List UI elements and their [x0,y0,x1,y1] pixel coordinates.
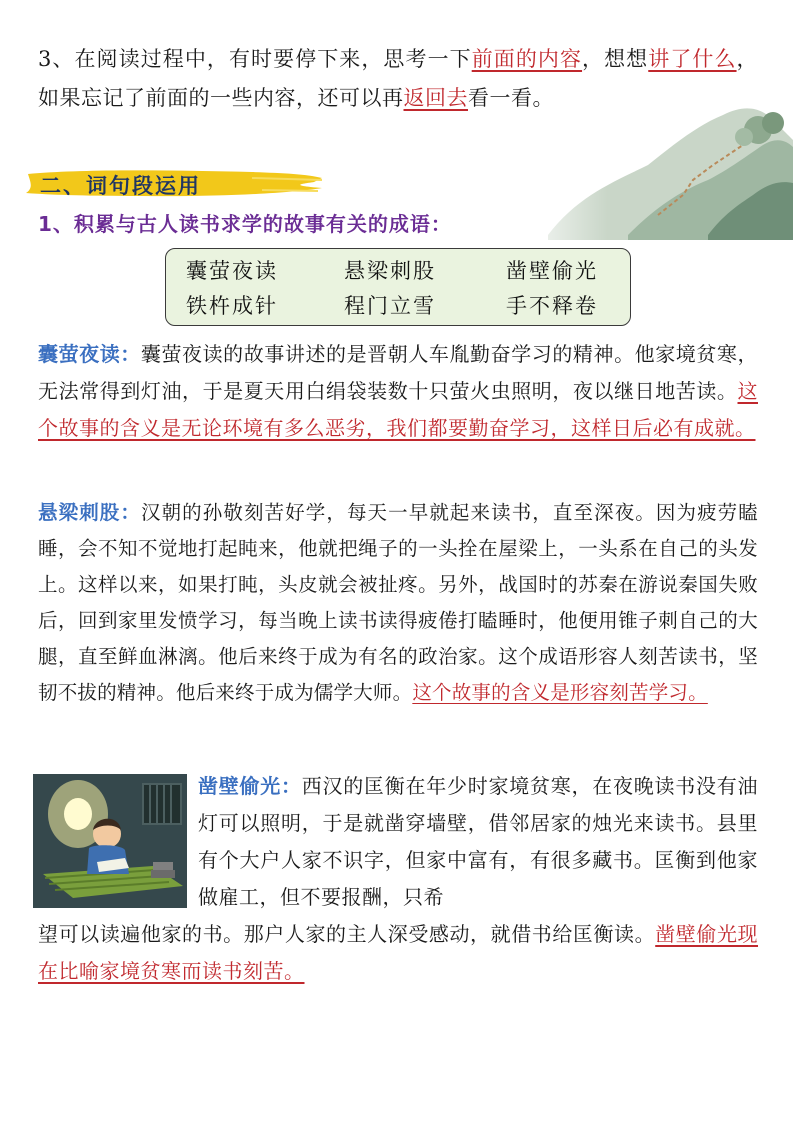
story-meaning: 这个故事的含义是形容刻苦学习。 [412,681,708,704]
story-meaning: 这个故事的含义是无论环境有多么恶劣，我们都要勤奋学习，这样日后必有成就。 [38,379,758,440]
underlined-phrase: 讲了什么 [648,47,737,71]
story-heading: 悬梁刺股： [38,501,141,524]
idiom-box [165,248,631,326]
sub-title: 1、积累与古人读书求学的故事有关的成语： [38,212,452,236]
section-heading [22,166,327,202]
story-paragraph [38,495,758,711]
story-heading: 凿壁偷光： [198,774,302,798]
underlined-phrase: 返回去 [403,86,468,110]
idiom-item: 程门立雪 [344,294,436,318]
idiom-item: 凿壁偷光 [506,259,598,283]
idiom-item: 悬梁刺股 [344,259,436,283]
boy-reading-illustration [33,774,187,908]
story-meaning: 凿壁偷光现在比喻家境贫寒而读书刻苦。 [38,922,759,983]
story-body: 西汉的匡衡在年少时家境贫寒，在夜晚读书没有油灯可以照明，于是就凿穿墙壁，借邻居家的烛光来读书。县里有个大户人家不识字，但家中富有，有很多藏书。匡衡到他家做雇工，但不要报酬，只希 [198,774,758,909]
intro-text: ，想想 [582,47,649,71]
intro-text: 3、在阅读过程中，有时要停下来，思考一下 [38,47,472,71]
story-body: 汉朝的孙敬刻苦好学，每天一早就起来读书，直至深夜。因为疲劳瞌睡，会不知不觉地打起盹来，他就把绳子的一头拴在屋梁上，一头系在自己的头发上。这样以来，如果打盹，头皮就会被扯疼。另外，战国时的苏秦在游说秦国失败后，回到家里发愤学习，每当晚上读书读得疲倦打瞌睡时，他便用锥子刺自己的大腿，直至鲜血淋漓。他后来终于成为有名的政治家。这个成语形容人刻苦读书，坚韧不拔的精神。他后来终于成为儒学大师。 [38,501,758,704]
story-paragraph [198,768,758,916]
story-body: 囊萤夜读的故事讲述的是晋朝人车胤勤奋学习的精神。他家境贫寒，无法常得到灯油，于是夏天用白绢袋装数十只萤火虫照明，夜以继日地苦读。 [38,342,759,403]
story-body: 望可以读遍他家的书。那户人家的主人深受感动，就借书给匡衡读。 [38,922,656,946]
intro-text: ，如果忘记了前面的一些内容，还可以再 [38,47,759,110]
idiom-item: 囊萤夜读 [186,259,278,283]
underlined-phrase: 前面的内容 [471,47,583,71]
idiom-item: 手不释卷 [506,294,598,318]
story-heading: 囊萤夜读： [38,342,141,366]
story-paragraph-continued [38,916,758,990]
intro-paragraph [38,40,758,118]
story-paragraph [38,336,758,447]
intro-text: 看一看。 [468,86,554,110]
section-title: 二、词句段运用 [40,174,201,198]
idiom-item: 铁杵成针 [186,294,278,318]
